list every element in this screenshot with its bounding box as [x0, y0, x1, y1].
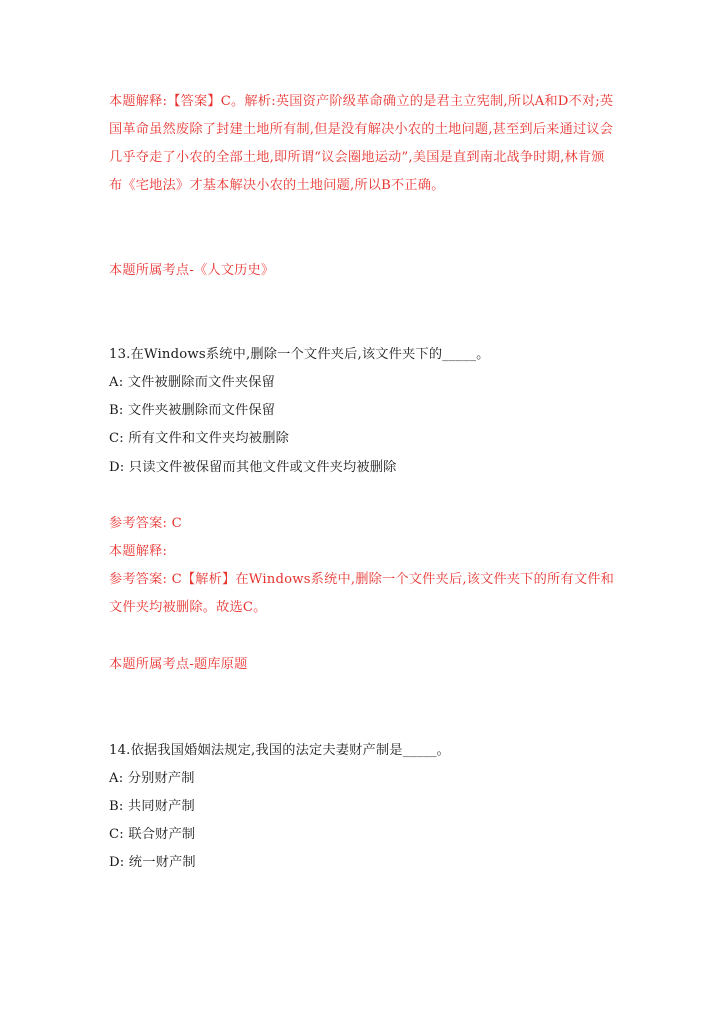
q13-topic: 本题所属考点-题库原题	[109, 657, 248, 672]
q14-option-b: B: 共同财产制	[109, 799, 195, 814]
q12-explanation: 本题解释:【答案】C。解析:英国资产阶级革命确立的是君主立宪制,所以A和D不对;英国革命虽然废除了封建土地所有制,但是没有解决小农的土地问题,甚至到后来通过议会几乎夺走了小农的全部土地,即所谓“议会圈地运动”,美国是直到南北战争时期,林肯颁布《宅地法》才基本解决小农的土地问题,所以B不正确。	[109, 94, 614, 193]
q14-option-d: D: 统一财产制	[109, 855, 196, 870]
q13-explanation: 参考答案: C【解析】在Windows系统中,删除一个文件夹后,该文件夹下的所有文件和文件夹均被删除。故选C。	[109, 572, 614, 615]
q14-option-a: A: 分别财产制	[109, 771, 195, 786]
q13-option-a: A: 文件被删除而文件夹保留	[109, 375, 276, 390]
q13-option-d: D: 只读文件被保留而其他文件或文件夹均被删除	[109, 460, 397, 475]
q13-answer: 参考答案: C	[109, 516, 182, 531]
q13-explanation-label: 本题解释:	[109, 544, 168, 559]
q14-option-c: C: 联合财产制	[109, 827, 196, 842]
q12-topic: 本题所属考点-《人文历史》	[109, 263, 275, 278]
q13-option-c: C: 所有文件和文件夹均被删除	[109, 431, 289, 446]
q13-question: 13.在Windows系统中,删除一个文件夹后,该文件夹下的_____。	[109, 347, 490, 362]
q14-question: 14.依据我国婚姻法规定,我国的法定夫妻财产制是_____。	[109, 743, 451, 758]
q13-option-b: B: 文件夹被删除而文件保留	[109, 403, 276, 418]
